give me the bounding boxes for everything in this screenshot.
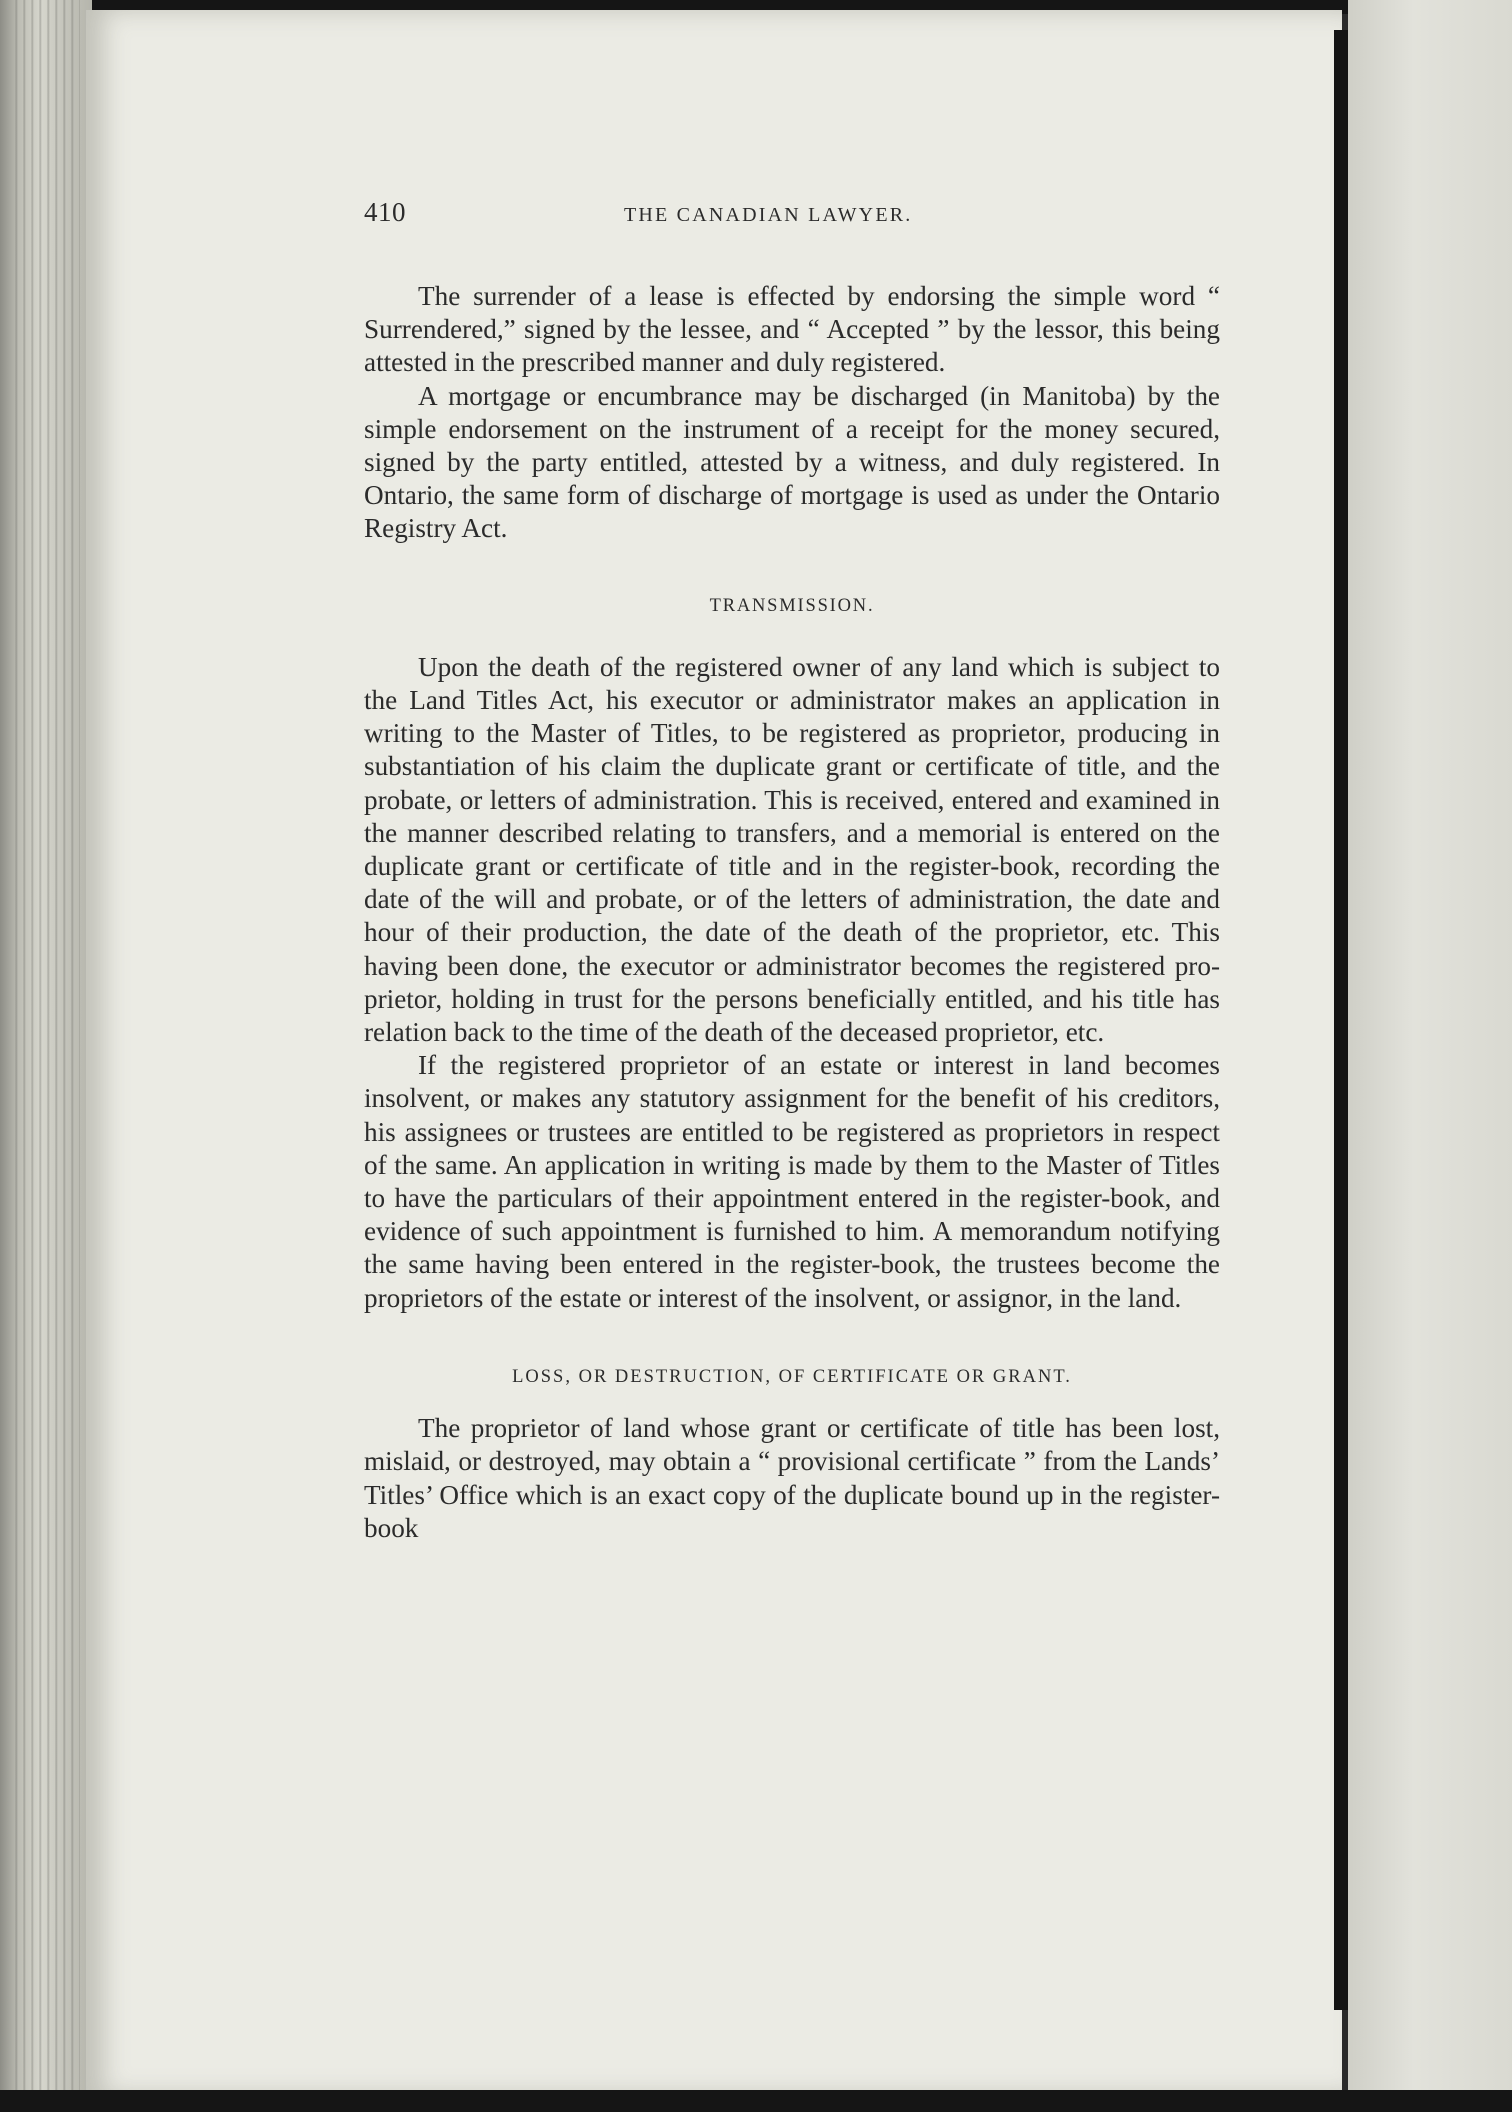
paragraph-transmission-insolvency: If the registered proprietor of an estate or interest in land becomes insolvent, or makes any statutory assignment for the benefit of his creditors, his assignees or trustees are entitled to be registered as proprietors in respect of the same. An application in writing is made by them to the Master of Titles to have the particulars of their appointment entered in the register-book, and evidence of such appointment is furnished to him. A memorandum notifying the same having been entered in the register-book, the trustees become the proprietors of the estate or interest of the insolvent, or assignor, in the land. xyxy=(364,1050,1220,1313)
page-stack-lines xyxy=(10,0,80,2112)
section-heading-loss-of-certificate: LOSS, OR DESTRUCTION, OF CERTIFICATE OR GRANT. xyxy=(512,1366,1072,1387)
paragraph-mortgage-discharge: A mortgage or encumbrance may be discharged (in Manitoba) by the simple endorsement on the instrument of a receipt for the money secured, signed by the party entitled, attested by a witness, and duly registered. In Ontario, the same form of discharge of mortgage is used as under the Ontario Registry Act. xyxy=(364,380,1220,544)
page-number: 410 xyxy=(364,197,406,227)
running-head xyxy=(364,196,1220,238)
book-gutter xyxy=(1334,30,1348,2010)
paragraph-surrender-of-lease: The surrender of a lease is effected by endorsing the simple word “ Surrendered,” signed by the lessee, and “ Accepted ” by the lessor, this being attested in the prescribed manner and duly registered. xyxy=(364,281,1220,378)
scan-bottom-shadow xyxy=(0,2090,1512,2112)
running-title: THE CANADIAN LAWYER. xyxy=(624,204,913,226)
facing-page-edge xyxy=(1348,0,1512,2112)
paragraph-transmission-death: Upon the death of the registered owner of any land which is subject to the Land Titles Act, his executor or administrator makes an application in writing to the Master of Titles, to be registered as proprietor, producing in substantiation of his claim the duplicate grant or certificate of title, and the probate, or letters of administration. This is received, entered and examined in the manner described relating to transfers, and a memorial is entered on the duplicate grant or certificate of title and in the register-book, recording the date of the will and probate, or of the letters of administration, the date and hour of their production, the date of the death of the proprietor, etc. This having been done, the executor or administrator becomes the registered proprietor, holding in trust for the persons beneficially entitled, and his title has relation back to the time of the death of the deceased proprietor, etc. xyxy=(364,651,1220,1048)
section-heading-transmission: TRANSMISSION. xyxy=(709,595,875,616)
page-text xyxy=(364,196,1220,1545)
paragraph-provisional-certificate: The proprietor of land whose grant or certificate of title has been lost, mislaid, or destroyed, may obtain a “ provisional certificate ” from the Lands’ Titles’ Office which is an exact copy of the duplicate bound up in the register-book xyxy=(364,1413,1220,1543)
